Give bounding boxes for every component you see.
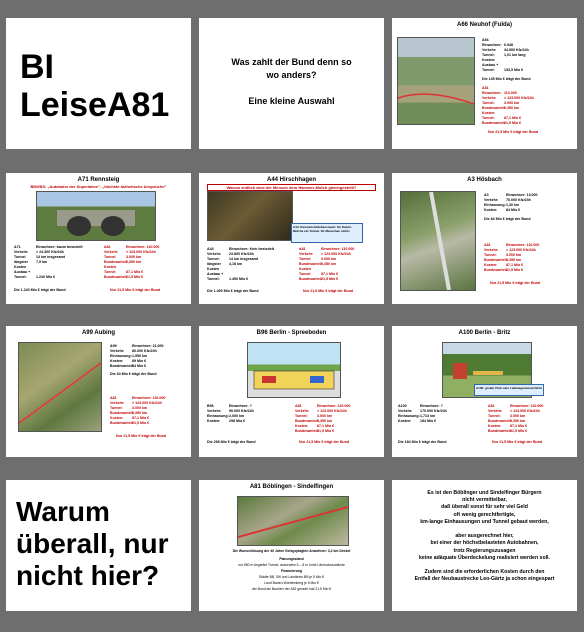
stat-value: 0,350 km <box>317 419 333 423</box>
stat-key: Tunnel <box>104 255 116 259</box>
slide-title: A100 Berlin - Britz <box>458 330 511 336</box>
stat-value: 21,5 Mio € <box>510 429 528 433</box>
stat-key: Bundesanteil: <box>484 258 508 262</box>
slide-a100-berlin[interactable] <box>392 326 577 457</box>
stat-row <box>482 68 529 73</box>
a99-footer: Die 64 Mio € trägt der Bund <box>110 372 157 376</box>
stat-value: 1,713 km <box>420 414 436 418</box>
stat-value: Einwohner: 110.000 <box>506 243 540 247</box>
a81-footer: Nur 21,5 Mio € trägt der Bund <box>116 434 167 438</box>
text-line: km-lange Einhausungen und Tunnel gebaut werden, <box>420 518 549 525</box>
slide-title: A71 Rennsteig <box>77 177 120 183</box>
stat-key: Bundesanteil <box>299 262 322 266</box>
slide-subtitle: BMVBS: „Autobahn der Superlative", „höchste ästhetische Ansprüche" <box>30 184 167 189</box>
stat-key: Tunnel: <box>482 116 495 120</box>
stat-value: > 123.000 Kfz/24h <box>126 250 156 254</box>
stat-key: Ausbau + <box>14 270 31 274</box>
stat-key: Tunnel: <box>482 68 495 72</box>
stat-row <box>207 419 254 424</box>
stat-key: A81 <box>482 86 489 90</box>
molch-photo <box>207 191 293 241</box>
stat-value: 3.000 km <box>132 406 148 410</box>
stat-key: A81 <box>110 396 117 400</box>
text-line: Land Baden-Württemberg je 6 Mio € <box>264 581 319 585</box>
boeblingen-details <box>199 556 384 592</box>
stat-row <box>104 275 159 280</box>
stat-value: 21,5 Mio € <box>321 277 339 281</box>
a81-footer: Nur 21,5 Mio € trägt der Bund <box>490 281 541 285</box>
stat-row <box>482 121 534 126</box>
stat-value: 2,000 km <box>229 414 245 418</box>
park-note: A100: großer Park oder Leihwagentunnel Britz <box>474 384 544 396</box>
a71-footer: Die 1.240 Mio € trägt der Bund <box>14 288 66 292</box>
stat-value: Einwohner: ? <box>420 404 443 408</box>
stat-value: 0,350 km <box>321 262 337 266</box>
stat-value: 90.000 Kfz/24h <box>229 409 254 413</box>
text-line: Planungsstand <box>279 557 304 561</box>
text-line: daß überall sonst für sehr viel Geld <box>441 504 528 511</box>
stat-row <box>207 277 274 282</box>
stat-key: längster <box>207 262 221 266</box>
slide-a71-rennsteig[interactable] <box>6 173 191 304</box>
stat-key: Tunnel: <box>295 414 308 418</box>
stat-value: 80.000 Kfz/24h <box>132 349 157 353</box>
a66-stats <box>482 38 529 73</box>
stat-key: Tunnel: <box>484 253 497 257</box>
stat-value: 0,350 km <box>506 258 522 262</box>
stat-key: Kosten: <box>110 416 124 420</box>
text-line: Entfall der Neubaustrecke Leo-Gärtz ja schon eingespart <box>414 576 555 583</box>
a81-footer: Nur 21,5 Mio € trägt der Bund <box>488 130 539 134</box>
stat-key: Tunnel <box>104 270 116 274</box>
b96-stats <box>207 404 254 424</box>
a81-stats <box>299 247 354 282</box>
stat-value: 84 Mio € <box>506 208 521 212</box>
a81-footer: Nur 21,5 Mio € trägt der Bund <box>110 288 161 292</box>
stat-value: > 24.300 Kfz/24h <box>36 250 64 254</box>
stat-value: 170.000 Kfz/24h <box>420 409 447 413</box>
stat-value: 87,1 Mio € <box>317 424 335 428</box>
slide-a66-neuhof[interactable] <box>392 18 577 149</box>
stat-key: Tunnel: <box>110 406 123 410</box>
stat-key: A71 <box>14 245 21 249</box>
stat-key: Kosten: <box>484 263 498 267</box>
stat-value: Einwohner: 110.000 <box>510 404 544 408</box>
stat-value: 64 Mio € <box>132 364 147 368</box>
slide-title: BI LeiseA81 <box>20 48 170 124</box>
slide-a99-aubing[interactable] <box>6 326 191 457</box>
stat-value: 298 Mio € <box>229 419 246 423</box>
stat-value: 87,1 Mio € <box>126 270 144 274</box>
stat-key: Verkehr: <box>482 96 497 100</box>
stat-key: A81 <box>295 404 302 408</box>
stat-key: Verkehr: <box>398 409 413 413</box>
stat-key: A81 <box>488 404 495 408</box>
stat-value: 3.000 km <box>317 414 333 418</box>
slide-title: A44 Hirschhagen <box>266 177 317 183</box>
stat-key: Tunnel: <box>207 257 220 261</box>
bridge-photo <box>36 191 156 241</box>
text-line: oft wenig gerechtfertigte, <box>453 511 516 518</box>
stat-key: Verkehr: <box>482 48 497 52</box>
stat-value: 87,1 Mio € <box>132 416 150 420</box>
stat-key: Tunnel: <box>488 414 501 418</box>
stat-value: 1.490 Mio € <box>229 277 249 281</box>
road-sketch <box>238 497 348 545</box>
stat-value: 87,1 Mio € <box>504 116 522 120</box>
stat-key: Bundesanteil: <box>488 419 512 423</box>
stat-key: Kosten <box>207 267 220 271</box>
road-sketch <box>19 343 101 431</box>
slide-warum[interactable] <box>6 480 191 611</box>
slide-conclusion[interactable] <box>392 480 577 611</box>
stat-key: Kosten: <box>295 424 309 428</box>
stat-key: Bundesanteil <box>104 275 127 279</box>
stat-key: Bundesanteil <box>482 106 505 110</box>
text-line: Es ist den Böblinger und Sindelfinger Bürgern <box>427 490 542 496</box>
text-line: der Bund als Bauherr der A81 gerade mal 21,5 Mio € <box>251 587 332 591</box>
text-line: bei einer der höchstbelasteten Autobahnen, <box>430 540 539 547</box>
a81-stats <box>482 86 534 126</box>
stat-value: 4,18 km <box>229 262 243 266</box>
a44-stats <box>207 247 274 282</box>
stat-key: Tunnel <box>299 257 311 261</box>
slide-a81-boeblingen[interactable] <box>199 480 384 611</box>
a81-footer: Nur 21,5 Mio € trägt der Bund <box>492 440 543 444</box>
stat-key: Bundesanteil: <box>110 364 134 368</box>
text-line: Finanzierung <box>280 569 303 573</box>
stat-value: 87,1 Mio € <box>510 424 528 428</box>
stat-value: 1,950 km <box>132 354 148 358</box>
stat-key: Verkehr: <box>207 252 222 256</box>
stat-key: Kosten: <box>482 111 496 115</box>
stat-key: Kosten: <box>488 424 502 428</box>
stat-value: 3.000 km <box>506 253 522 257</box>
stat-row <box>488 429 543 434</box>
stat-value: 89 Mio € <box>132 359 147 363</box>
stat-key: Verkehr: <box>488 409 503 413</box>
slide-title: A66 Neuhof (Fulda) <box>457 22 512 28</box>
stat-value: 7,9 km <box>36 260 48 264</box>
intro-line-2: wo anders? <box>266 70 317 80</box>
stat-key: Bundesanteil: <box>110 411 134 415</box>
stat-row <box>484 208 538 213</box>
stat-value: Einwohner: 110.000 <box>132 396 166 400</box>
stat-value: Einwohner: ? <box>229 404 252 408</box>
stat-key: Bundesanteil: <box>110 421 134 425</box>
a3-stats <box>484 193 538 213</box>
a81-stats <box>484 243 539 273</box>
molch-note: A44: Kammmolchlebensraum: für Kamm-Molche ein Tunnel, für Menschen nichts <box>291 223 363 243</box>
stat-key: Tunnel: <box>482 53 495 57</box>
text-line <box>392 526 577 533</box>
stat-value: 3.000 km <box>126 255 142 259</box>
stat-key: Bundesanteil: <box>488 429 512 433</box>
stat-key: Tunnel <box>299 272 311 276</box>
stat-key: Einhausung: <box>207 414 229 418</box>
stat-key: Tunnel: <box>14 275 27 279</box>
stat-row <box>110 364 164 369</box>
stat-value: 34.500 Kfz/24h <box>504 48 529 52</box>
a81-stats <box>295 404 350 434</box>
stat-key: Kosten: <box>484 208 498 212</box>
stat-key: Verkehr: <box>14 250 29 254</box>
stat-key: Tunnel <box>14 255 26 259</box>
road-sketch <box>401 192 475 290</box>
stat-value: Einwohner: 13.000 <box>506 193 538 197</box>
stat-value: 0,350 km <box>510 419 526 423</box>
a81-footer: Nur 21,5 Mio € trägt der Bund <box>299 440 350 444</box>
slide-a44-hirschhagen[interactable] <box>199 173 384 304</box>
text-line: keine adäquate Überdeckelung realisiert werden soll. <box>419 554 550 561</box>
stat-key: Ausbau + <box>207 272 224 276</box>
stat-value: Einwohner: 110.000 <box>126 245 160 249</box>
text-line: aber ausgerechnet hier, <box>455 533 514 540</box>
stat-key: Einhausung: <box>484 203 506 207</box>
text-line: nicht vermittelbar, <box>462 497 507 504</box>
text-line: Städte BB, Sifi und Landkreis BB je 5 Mio € <box>258 575 325 579</box>
stat-value: > 123.000 Kfz/24h <box>321 252 351 256</box>
stat-value: 3.000 km <box>504 101 520 105</box>
stat-value: 3.000 km <box>510 414 526 418</box>
stat-key: Einwohner: <box>482 91 502 95</box>
stat-key: Kosten <box>104 265 117 269</box>
stat-key: Kosten: <box>110 359 124 363</box>
stat-key: Verkehr: <box>207 409 222 413</box>
stat-value: Einwohner: Kein besiedelt <box>229 247 274 251</box>
stat-key: Bundesanteil: <box>295 429 319 433</box>
slide-intro[interactable] <box>199 18 384 149</box>
slide-a3-hoesbach[interactable] <box>392 173 577 304</box>
aerial-photo <box>400 191 476 291</box>
stat-value: 0,350 km <box>132 411 148 415</box>
stat-key: Einhausung: <box>398 414 420 418</box>
stat-key: A3 <box>484 193 489 197</box>
stat-row <box>14 275 83 280</box>
stat-value: 76.000 Kfz/24h <box>506 198 531 202</box>
stat-key: B96 <box>207 404 214 408</box>
stat-key: Bundesanteil <box>104 260 127 264</box>
a100-footer: Die 184 Mio € trägt der Bund <box>398 440 447 444</box>
stat-key: A81 <box>484 243 491 247</box>
stat-key: längster <box>14 260 28 264</box>
stat-key: Verkehr: <box>299 252 314 256</box>
stat-key: Kosten: <box>482 58 496 62</box>
a81-stats <box>104 245 159 280</box>
a99-stats <box>110 344 164 369</box>
a81-stats <box>488 404 543 434</box>
stat-key: Verkehr: <box>104 250 119 254</box>
stat-value: Einwohner: 110.000 <box>321 247 355 251</box>
slide-title: A81 Böblingen - Sindelfingen <box>249 484 334 490</box>
stat-key: Tunnel: <box>482 101 495 105</box>
stat-key: Verkehr: <box>295 409 310 413</box>
stat-key: Bundesanteil: <box>482 121 506 125</box>
conclusion-text <box>392 490 577 584</box>
stat-value: 110.000 <box>504 91 517 95</box>
stat-key: Verkehr: <box>484 198 499 202</box>
slide-b96-berlin[interactable] <box>199 326 384 457</box>
stat-value: > 123.000 Kfz/24h <box>317 409 347 413</box>
stat-key: Verkehr: <box>110 401 125 405</box>
a66-footer: Die 135 Mio € trägt der Bund <box>482 77 531 81</box>
stat-row <box>398 419 447 424</box>
stat-value: 21,5 Mio € <box>317 429 335 433</box>
stat-row <box>295 429 350 434</box>
intro-line-3: Eine kleine Auswahl <box>248 96 335 106</box>
stat-key: Einhausung: <box>110 354 132 358</box>
stat-value: 6.948 <box>504 43 513 47</box>
text-line <box>392 562 577 569</box>
a81-footer: Nur 21,5 Mio € trägt der Bund <box>303 289 354 293</box>
stat-value: 1,01 km lang <box>504 53 526 57</box>
stat-value: > 123.000 Kfz/24h <box>132 401 162 405</box>
slide-title: B96 Berlin - Spreeboden <box>256 330 327 336</box>
stat-key: Kosten: <box>398 419 412 423</box>
stat-key: Kosten <box>299 267 312 271</box>
boeblingen-caption: Die Wunschlösung der 40 Jahre Geisgeplagten Anwohner: 3,2 km Deckel <box>232 549 351 553</box>
stat-value: 21,5 Mio € <box>126 275 144 279</box>
stat-value: > 123.000 Kfz/24h <box>504 96 534 100</box>
text-line: trotz Regierungszusagen <box>453 547 516 554</box>
stat-key: Ausbau + <box>482 63 499 67</box>
stat-key: Tunnel: <box>207 277 220 281</box>
a3-footer: Die 84 Mio € trägt der Bund <box>484 217 531 221</box>
stat-value: 184 Mio € <box>420 419 437 423</box>
stat-value: 87,1 Mio € <box>321 272 339 276</box>
stat-key: Bundesanteil <box>299 277 322 281</box>
aerial-photo <box>397 37 475 125</box>
stat-key: A66 <box>482 38 489 42</box>
stat-value: 14 km insgesamt <box>36 255 65 259</box>
bridge-sketch <box>37 192 155 240</box>
intro-line-1: Was zahlt der Bund denn so <box>231 57 352 67</box>
stat-key: A100 <box>398 404 407 408</box>
stat-value: 0,350 km <box>504 106 520 110</box>
stat-value: 1,30 km <box>506 203 520 207</box>
stat-value: 1.240 Mio € <box>36 275 56 279</box>
stat-value: Einwohner: 110.000 <box>317 404 351 408</box>
slide-title: A99 Aubing <box>81 330 116 336</box>
slide-title: A3 Hösbach <box>467 177 502 183</box>
stat-row <box>484 268 539 273</box>
stat-value: > 123.000 Kfz/24h <box>506 248 536 252</box>
stat-key: A44 <box>207 247 214 251</box>
a81-stats <box>110 396 165 426</box>
tunnel-sketch <box>248 343 340 397</box>
slide-title: Warum überall, nur nicht hier? <box>16 496 169 591</box>
stat-key: A81 <box>104 245 111 249</box>
stat-value: 0,350 km <box>126 260 142 264</box>
stat-value: 23.800 Kfz/24h <box>229 252 254 256</box>
stat-key: Kosten: <box>207 419 221 423</box>
a44-footer: Die 1.490 Mio € trägt der Bund <box>207 289 259 293</box>
stat-value: 87,1 Mio € <box>506 263 524 267</box>
stat-key: Verkehr: <box>110 349 125 353</box>
tunnel-drawing <box>247 342 341 398</box>
stat-value: Einwohner: 21.000 <box>132 344 164 348</box>
stat-row <box>299 277 354 282</box>
a100-stats <box>398 404 447 424</box>
b96-footer: Die 298 Mio € trägt der Bund <box>207 440 256 444</box>
stat-value: Einwohner: kaum besiedelt <box>36 245 83 249</box>
stat-key: Einwohner: <box>482 43 502 47</box>
stat-value: 3.000 km <box>321 257 337 261</box>
road-sketch <box>398 38 474 124</box>
aerial-photo <box>237 496 349 546</box>
stat-value: 133,5 Mio € <box>504 68 524 72</box>
stat-value: 21,5 Mio € <box>504 121 522 125</box>
stat-value: 21,5 Mio € <box>132 421 150 425</box>
stat-value: > 123.000 Kfz/24h <box>510 409 540 413</box>
slide-bi-leisea81[interactable] <box>6 18 191 149</box>
stat-key: Verkehr: <box>484 248 499 252</box>
stat-key: Bundesanteil: <box>295 419 319 423</box>
stat-key: Kosten <box>14 265 27 269</box>
stat-row <box>110 421 165 426</box>
slide-subtitle: Warum endlich wird der Mensch dem Hamster-Molch gleichgestellt? <box>207 184 376 191</box>
stat-value: 21,5 Mio € <box>506 268 524 272</box>
stat-key: Bundesanteil: <box>484 268 508 272</box>
stat-value: 14 km insgesamt <box>229 257 258 261</box>
stat-key: A81 <box>299 247 306 251</box>
text-line: nur 650 m begleitet Tunnel, ansonsten 6 – 8 m hohe Lärmschutzwände <box>238 563 345 567</box>
stat-key: A99 <box>110 344 117 348</box>
aerial-photo <box>18 342 102 432</box>
a71-stats <box>14 245 83 280</box>
text-line: Zudem sind die erforderlichen Kosten durch den <box>424 569 545 576</box>
